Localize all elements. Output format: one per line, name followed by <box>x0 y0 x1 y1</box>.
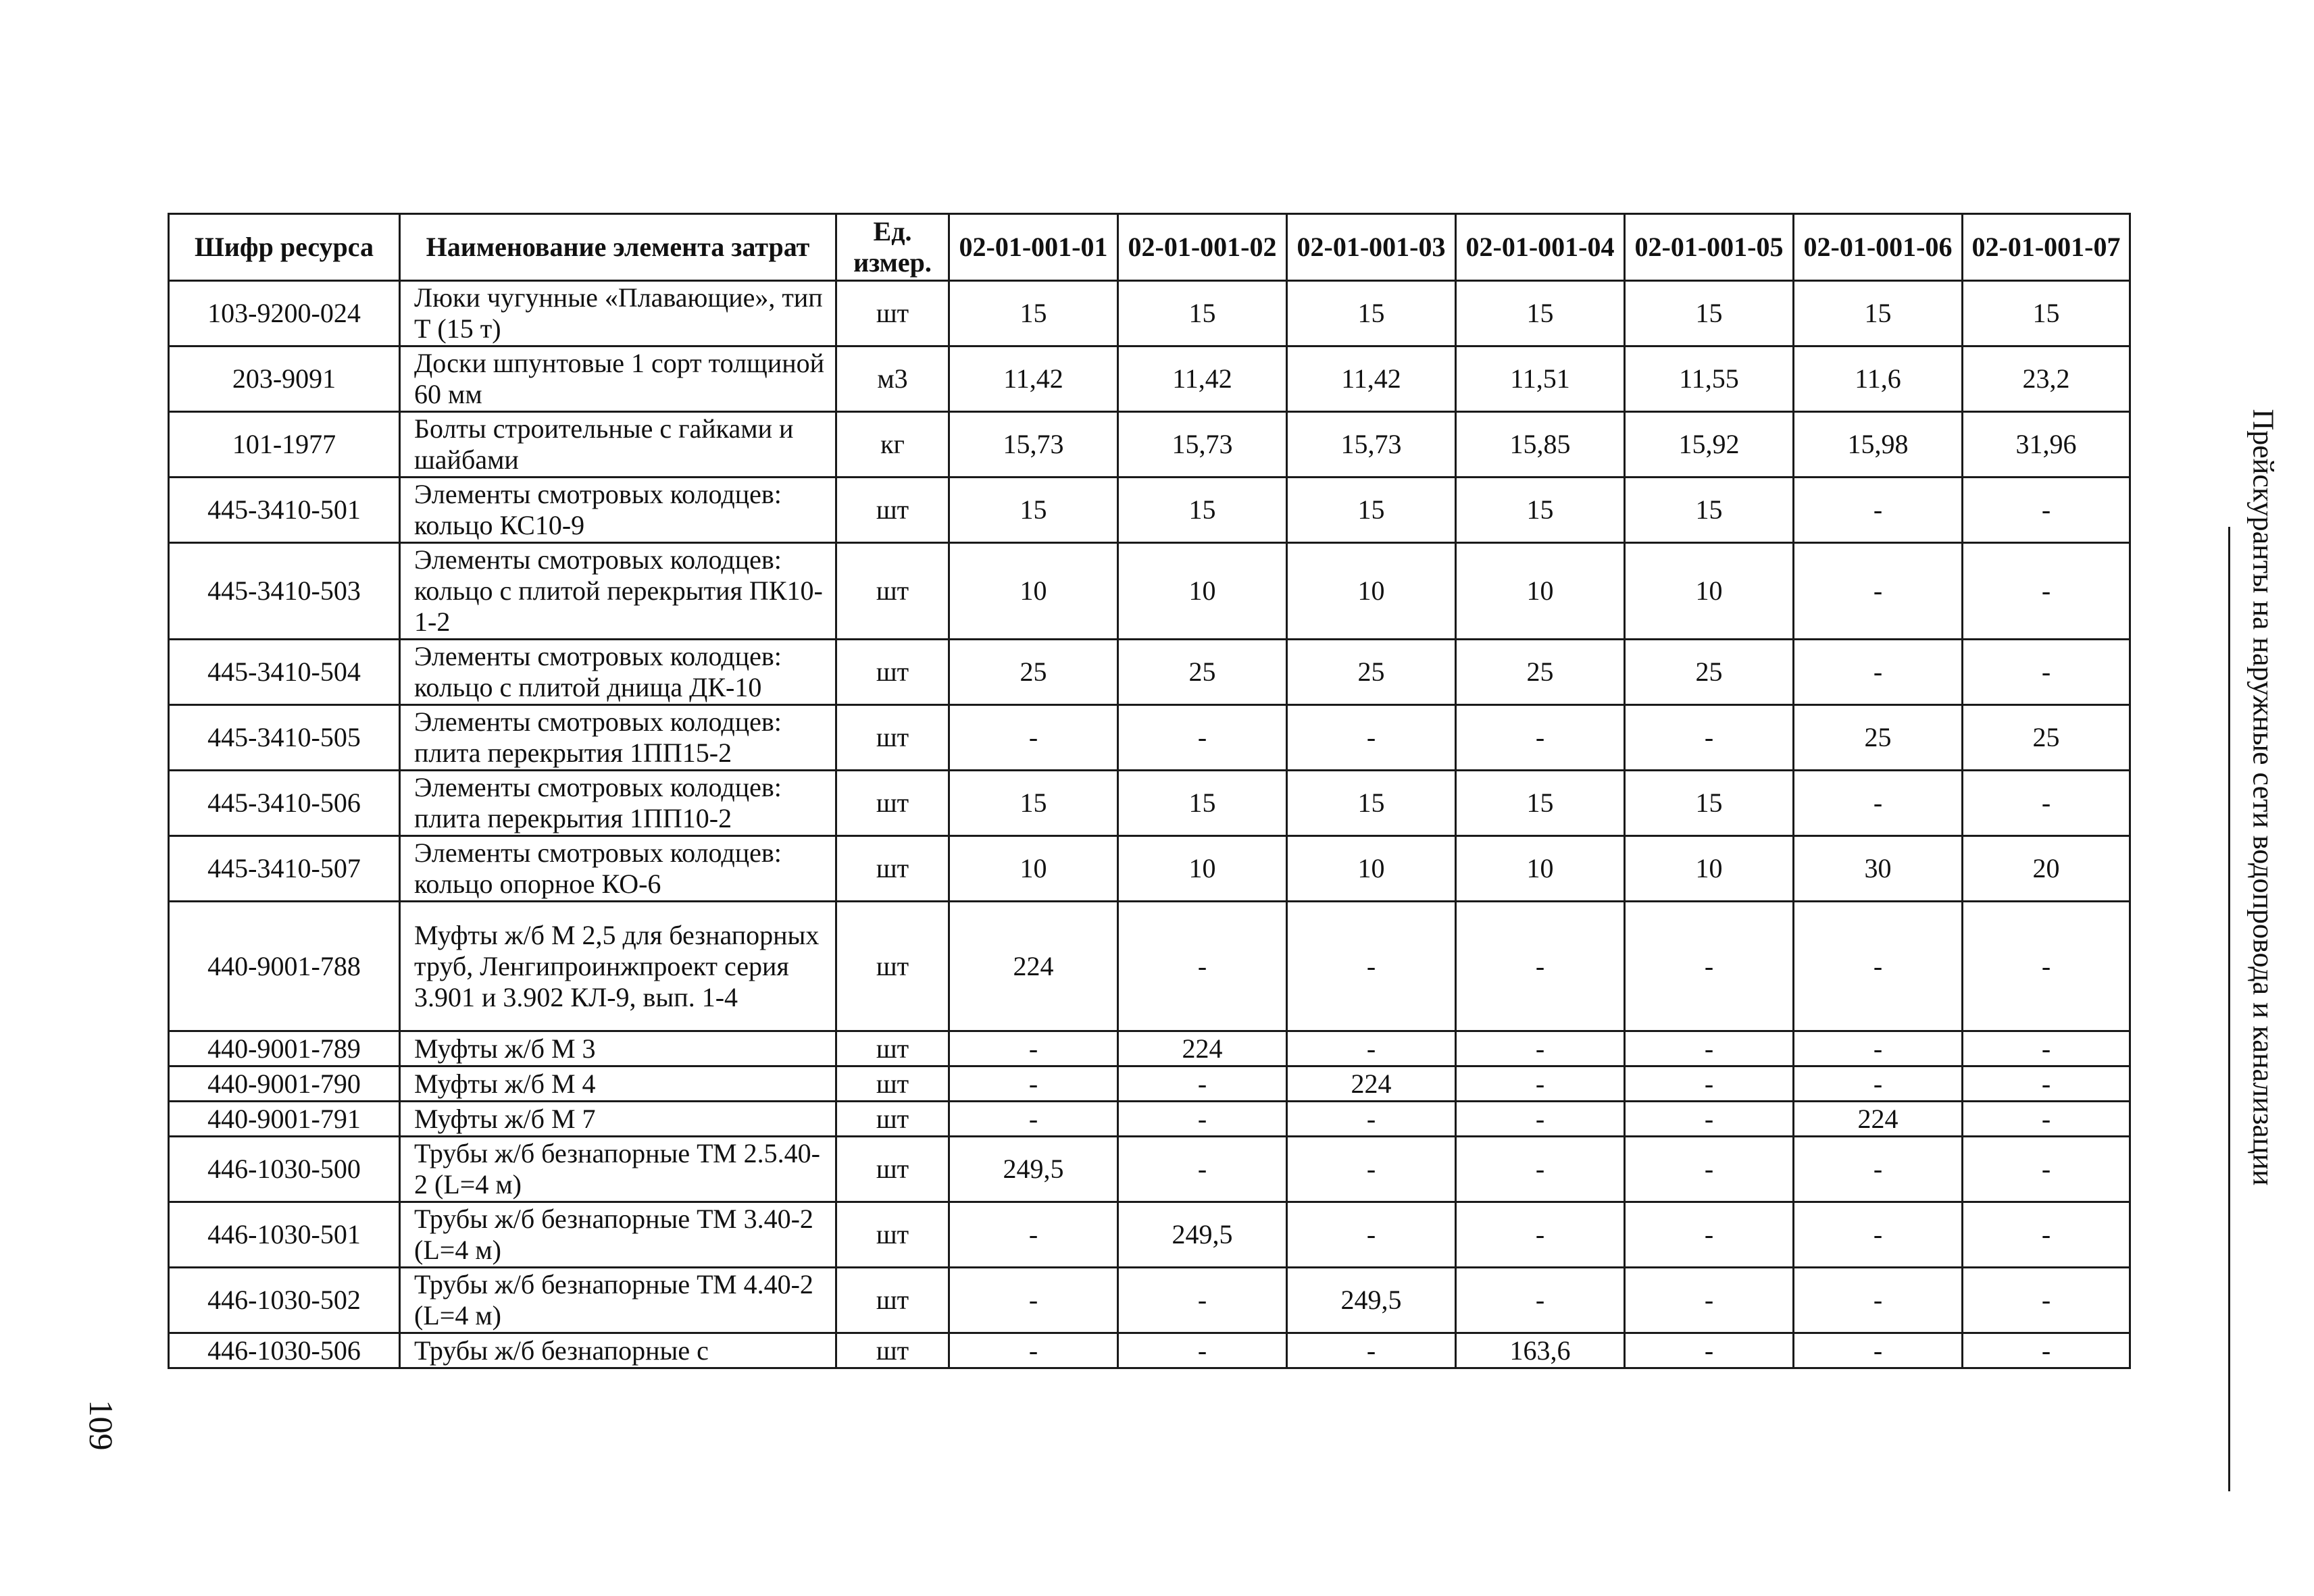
value-cell: 15 <box>1287 478 1456 543</box>
value-cell: 20 <box>1963 836 2130 902</box>
value-cell: 15 <box>1287 771 1456 836</box>
resource-unit: шт <box>836 1031 949 1066</box>
value-cell: - <box>1963 1066 2130 1102</box>
header-col-01: 02-01-001-01 <box>949 214 1118 281</box>
value-cell: - <box>1118 902 1287 1031</box>
table-row <box>169 1268 2130 1333</box>
header-col-03: 02-01-001-03 <box>1287 214 1456 281</box>
table-row <box>169 640 2130 705</box>
resource-code: 445-3410-504 <box>169 640 400 705</box>
value-cell: - <box>1456 705 1625 771</box>
resource-unit: шт <box>836 1066 949 1102</box>
value-cell: 10 <box>1625 836 1794 902</box>
value-cell: - <box>1794 1066 1963 1102</box>
value-cell: 11,51 <box>1456 346 1625 412</box>
value-cell: 15 <box>1625 771 1794 836</box>
resource-name: Люки чугунные «Плавающие», тип Т (15 т) <box>400 281 836 346</box>
value-cell: 224 <box>1794 1102 1963 1137</box>
value-cell: 15,85 <box>1456 412 1625 478</box>
value-cell: - <box>1625 1066 1794 1102</box>
value-cell: - <box>1963 478 2130 543</box>
resource-unit: шт <box>836 836 949 902</box>
value-cell: 25 <box>1794 705 1963 771</box>
header-row <box>169 214 2130 281</box>
value-cell: - <box>1963 771 2130 836</box>
value-cell: - <box>1963 1102 2130 1137</box>
value-cell: 10 <box>1625 543 1794 640</box>
table-row <box>169 281 2130 346</box>
resource-name: Элементы смотровых колодцев: кольцо КС10-9 <box>400 478 836 543</box>
value-cell: - <box>1287 1333 1456 1368</box>
value-cell: 15 <box>949 478 1118 543</box>
header-col-05: 02-01-001-05 <box>1625 214 1794 281</box>
header-name: Наименование элемента затрат <box>400 214 836 281</box>
value-cell: - <box>1963 1268 2130 1333</box>
value-cell: - <box>1963 1333 2130 1368</box>
value-cell: - <box>1287 1102 1456 1137</box>
value-cell: 10 <box>1287 543 1456 640</box>
value-cell: 11,42 <box>949 346 1118 412</box>
value-cell: - <box>1287 1202 1456 1268</box>
table-row <box>169 1066 2130 1102</box>
value-cell: 30 <box>1794 836 1963 902</box>
value-cell: - <box>1118 1137 1287 1202</box>
value-cell: - <box>1625 1102 1794 1137</box>
resource-name: Муфты ж/б М 2,5 для безнапорных труб, Ленгипроинжпроект серия 3.901 и 3.902 КЛ-9, вып. 1-4 <box>400 902 836 1031</box>
resource-code: 440-9001-790 <box>169 1066 400 1102</box>
value-cell: 15,73 <box>1118 412 1287 478</box>
resource-code: 445-3410-507 <box>169 836 400 902</box>
value-cell: 15 <box>1456 281 1625 346</box>
resource-unit: шт <box>836 478 949 543</box>
resource-name: Элементы смотровых колодцев: кольцо с плитой днища ДК-10 <box>400 640 836 705</box>
header-col-07: 02-01-001-07 <box>1963 214 2130 281</box>
value-cell: - <box>1118 1333 1287 1368</box>
value-cell: - <box>949 1333 1118 1368</box>
value-cell: - <box>1794 771 1963 836</box>
value-cell: 10 <box>1118 543 1287 640</box>
value-cell: 10 <box>949 836 1118 902</box>
value-cell: 25 <box>1118 640 1287 705</box>
resource-code: 440-9001-791 <box>169 1102 400 1137</box>
table-row <box>169 412 2130 478</box>
table-row <box>169 543 2130 640</box>
resource-code: 440-9001-788 <box>169 902 400 1031</box>
value-cell: - <box>1625 1333 1794 1368</box>
value-cell: 10 <box>1118 836 1287 902</box>
value-cell: 11,6 <box>1794 346 1963 412</box>
value-cell: - <box>1963 1137 2130 1202</box>
resource-name: Элементы смотровых колодцев: кольцо опорное КО-6 <box>400 836 836 902</box>
table-row <box>169 1031 2130 1066</box>
value-cell: 10 <box>1456 543 1625 640</box>
value-cell: 224 <box>1287 1066 1456 1102</box>
table-row <box>169 771 2130 836</box>
value-cell: 15,98 <box>1794 412 1963 478</box>
value-cell: 23,2 <box>1963 346 2130 412</box>
value-cell: - <box>1794 1333 1963 1368</box>
value-cell: - <box>1794 1268 1963 1333</box>
resource-unit: м3 <box>836 346 949 412</box>
value-cell: 15,92 <box>1625 412 1794 478</box>
table-row <box>169 1137 2130 1202</box>
resource-name: Муфты ж/б М 3 <box>400 1031 836 1066</box>
resource-unit: кг <box>836 412 949 478</box>
resource-unit: шт <box>836 771 949 836</box>
value-cell: - <box>1963 1031 2130 1066</box>
resource-code: 445-3410-505 <box>169 705 400 771</box>
resource-name: Трубы ж/б безнапорные ТМ 3.40-2 (L=4 м) <box>400 1202 836 1268</box>
value-cell: 10 <box>1287 836 1456 902</box>
header-unit: Ед. измер. <box>836 214 949 281</box>
resource-code: 446-1030-502 <box>169 1268 400 1333</box>
value-cell: 15 <box>1625 478 1794 543</box>
resource-code: 445-3410-501 <box>169 478 400 543</box>
resource-name: Элементы смотровых колодцев: плита перекрытия 1ПП10-2 <box>400 771 836 836</box>
value-cell: - <box>1794 1031 1963 1066</box>
resource-unit: шт <box>836 1137 949 1202</box>
value-cell: 10 <box>949 543 1118 640</box>
value-cell: 249,5 <box>1118 1202 1287 1268</box>
value-cell: - <box>949 1202 1118 1268</box>
value-cell: 15 <box>1118 771 1287 836</box>
resource-unit: шт <box>836 1202 949 1268</box>
value-cell: 15 <box>1963 281 2130 346</box>
header-code: Шифр ресурса <box>169 214 400 281</box>
value-cell: 224 <box>1118 1031 1287 1066</box>
resource-code: 445-3410-503 <box>169 543 400 640</box>
table-row <box>169 1102 2130 1137</box>
value-cell: - <box>1794 902 1963 1031</box>
value-cell: - <box>1794 1137 1963 1202</box>
header-col-04: 02-01-001-04 <box>1456 214 1625 281</box>
value-cell: - <box>1118 1066 1287 1102</box>
page-number: 109 <box>82 1399 120 1451</box>
resource-unit: шт <box>836 902 949 1031</box>
resource-table <box>168 213 2131 1369</box>
value-cell: - <box>1456 1102 1625 1137</box>
table-row <box>169 1333 2130 1368</box>
value-cell: 15 <box>1287 281 1456 346</box>
header-col-06: 02-01-001-06 <box>1794 214 1963 281</box>
resource-name: Муфты ж/б М 7 <box>400 1102 836 1137</box>
value-cell: - <box>1456 1202 1625 1268</box>
table-row <box>169 836 2130 902</box>
value-cell: - <box>1794 478 1963 543</box>
value-cell: - <box>949 1066 1118 1102</box>
resource-unit: шт <box>836 640 949 705</box>
value-cell: - <box>1118 705 1287 771</box>
value-cell: - <box>1963 640 2130 705</box>
value-cell: 163,6 <box>1456 1333 1625 1368</box>
value-cell: - <box>1456 902 1625 1031</box>
resource-name: Трубы ж/б безнапорные ТМ 4.40-2 (L=4 м) <box>400 1268 836 1333</box>
value-cell: 25 <box>949 640 1118 705</box>
value-cell: 25 <box>1456 640 1625 705</box>
value-cell: - <box>949 1102 1118 1137</box>
value-cell: - <box>1625 902 1794 1031</box>
resource-code: 101-1977 <box>169 412 400 478</box>
resource-code: 446-1030-501 <box>169 1202 400 1268</box>
resource-name: Элементы смотровых колодцев: плита перекрытия 1ПП15-2 <box>400 705 836 771</box>
side-rule <box>2228 527 2230 1491</box>
table-row <box>169 1202 2130 1268</box>
value-cell: - <box>1625 1268 1794 1333</box>
value-cell: 11,42 <box>1287 346 1456 412</box>
value-cell: - <box>1287 705 1456 771</box>
value-cell: 15 <box>949 281 1118 346</box>
value-cell: - <box>1287 902 1456 1031</box>
value-cell: 15,73 <box>1287 412 1456 478</box>
value-cell: - <box>949 1031 1118 1066</box>
resource-unit: шт <box>836 1102 949 1137</box>
value-cell: 15 <box>949 771 1118 836</box>
value-cell: 15 <box>1456 771 1625 836</box>
value-cell: - <box>949 1268 1118 1333</box>
value-cell: - <box>1963 543 2130 640</box>
value-cell: - <box>1456 1031 1625 1066</box>
value-cell: - <box>1287 1137 1456 1202</box>
value-cell: - <box>1963 902 2130 1031</box>
value-cell: 15 <box>1118 281 1287 346</box>
resource-unit: шт <box>836 281 949 346</box>
value-cell: - <box>1625 1202 1794 1268</box>
value-cell: - <box>1963 1202 2130 1268</box>
value-cell: 25 <box>1287 640 1456 705</box>
value-cell: - <box>1625 705 1794 771</box>
value-cell: 25 <box>1625 640 1794 705</box>
value-cell: - <box>1456 1137 1625 1202</box>
value-cell: - <box>1118 1268 1287 1333</box>
value-cell: 25 <box>1963 705 2130 771</box>
value-cell: 249,5 <box>949 1137 1118 1202</box>
value-cell: 31,96 <box>1963 412 2130 478</box>
value-cell: - <box>1794 1202 1963 1268</box>
resource-name: Трубы ж/б безнапорные ТМ 2.5.40-2 (L=4 м) <box>400 1137 836 1202</box>
value-cell: - <box>1456 1268 1625 1333</box>
resource-code: 103-9200-024 <box>169 281 400 346</box>
resource-code: 446-1030-500 <box>169 1137 400 1202</box>
resource-code: 203-9091 <box>169 346 400 412</box>
resource-code: 445-3410-506 <box>169 771 400 836</box>
resource-name: Болты строительные с гайками и шайбами <box>400 412 836 478</box>
side-running-title: Прейскуранты на наружные сети водопровода и канализации <box>2246 409 2280 1186</box>
resource-unit: шт <box>836 1268 949 1333</box>
value-cell: 15 <box>1794 281 1963 346</box>
value-cell: - <box>1794 640 1963 705</box>
value-cell: - <box>1625 1137 1794 1202</box>
resource-name: Элементы смотровых колодцев: кольцо с плитой перекрытия ПК10-1-2 <box>400 543 836 640</box>
value-cell: - <box>1118 1102 1287 1137</box>
resource-unit: шт <box>836 543 949 640</box>
value-cell: - <box>1794 543 1963 640</box>
resource-unit: шт <box>836 1333 949 1368</box>
value-cell: 15 <box>1118 478 1287 543</box>
value-cell: - <box>1456 1066 1625 1102</box>
table-row <box>169 902 2130 1031</box>
value-cell: 249,5 <box>1287 1268 1456 1333</box>
value-cell: 15,73 <box>949 412 1118 478</box>
value-cell: - <box>1287 1031 1456 1066</box>
value-cell: - <box>949 705 1118 771</box>
resource-unit: шт <box>836 705 949 771</box>
resource-code: 446-1030-506 <box>169 1333 400 1368</box>
value-cell: 11,42 <box>1118 346 1287 412</box>
value-cell: 11,55 <box>1625 346 1794 412</box>
resource-code: 440-9001-789 <box>169 1031 400 1066</box>
value-cell: 10 <box>1456 836 1625 902</box>
resource-name: Трубы ж/б безнапорные с <box>400 1333 836 1368</box>
value-cell: 15 <box>1456 478 1625 543</box>
table-row <box>169 705 2130 771</box>
resource-name: Доски шпунтовые 1 сорт толщиной 60 мм <box>400 346 836 412</box>
value-cell: 224 <box>949 902 1118 1031</box>
resource-name: Муфты ж/б М 4 <box>400 1066 836 1102</box>
value-cell: - <box>1625 1031 1794 1066</box>
table-row <box>169 346 2130 412</box>
value-cell: 15 <box>1625 281 1794 346</box>
header-col-02: 02-01-001-02 <box>1118 214 1287 281</box>
table-row <box>169 478 2130 543</box>
